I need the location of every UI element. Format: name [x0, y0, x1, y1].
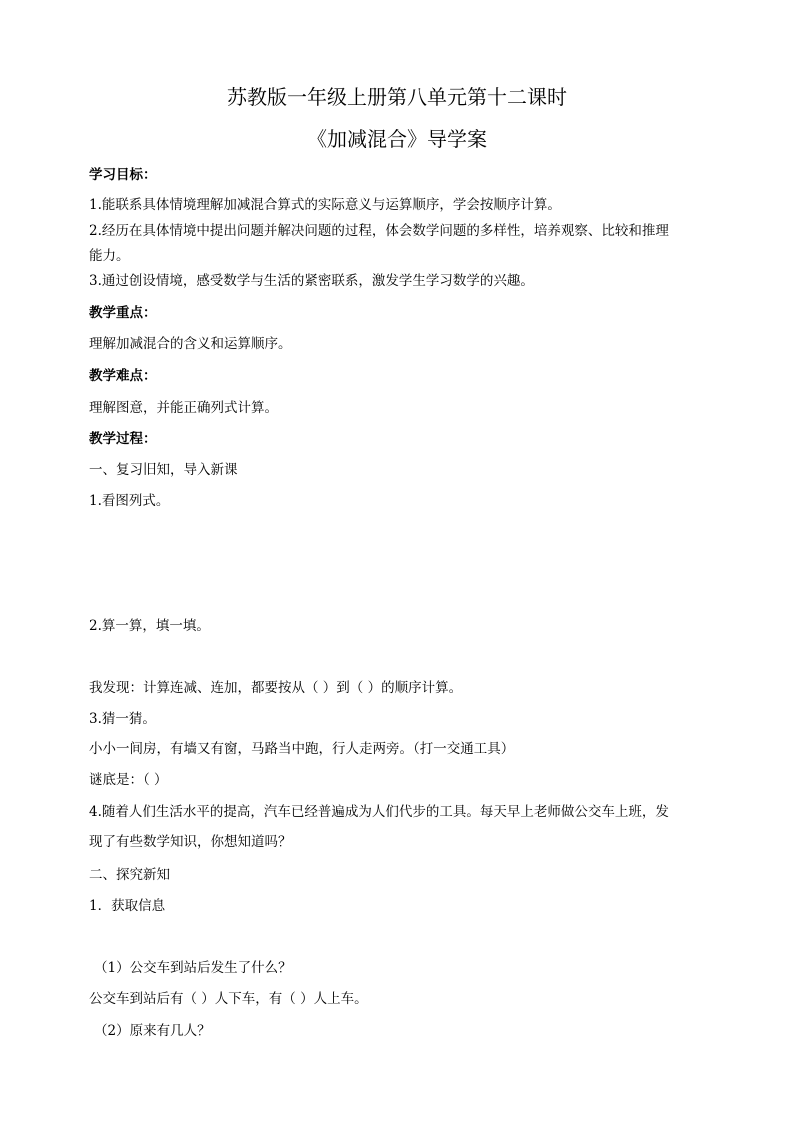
- process-heading: 教学过程：: [89, 431, 157, 447]
- answer-1: 公交车到站后有（ ）人下车，有（ ）人上车。: [89, 991, 368, 1007]
- item-4-line-2: 现了有些数学知识，你想知道吗？: [89, 834, 292, 850]
- objective-1: 1.能联系具体情境理解加减混合算式的实际意义与运算顺序，学会按顺序计算。: [89, 197, 561, 213]
- difficulty-text: 理解图意，并能正确列式计算。: [89, 400, 278, 416]
- document-subtitle: 《加减混合》导学案: [307, 127, 487, 151]
- objective-3: 3.通过创设情境，感受数学与生活的紧密联系，激发学生学习数学的兴趣。: [89, 273, 534, 289]
- discovery-text: 我发现：计算连减、连加，都要按从（ ）到（ ）的顺序计算。: [89, 680, 463, 696]
- item-3: 3.猜一猜。: [89, 711, 156, 727]
- part-2-heading: 二、探究新知: [89, 867, 170, 883]
- document-title: 苏教版一年级上册第八单元第十二课时: [227, 85, 567, 109]
- step-1: 1．获取信息: [89, 898, 166, 914]
- item-1: 1.看图列式。: [89, 493, 170, 509]
- key-point-heading: 教学重点：: [89, 305, 157, 321]
- riddle-answer: 谜底是：（ ）: [89, 772, 168, 788]
- part-1-heading: 一、复习旧知，导入新课: [89, 462, 238, 478]
- question-2: （2）原来有几人？: [94, 1023, 211, 1039]
- item-2: 2.算一算，填一填。: [89, 618, 210, 634]
- key-point-text: 理解加减混合的含义和运算顺序。: [89, 336, 292, 352]
- difficulty-heading: 教学难点：: [89, 368, 157, 384]
- objectives-heading: 学习目标：: [89, 167, 157, 183]
- objective-2-line-1: 2.经历在具体情境中提出问题并解决问题的过程，体会数学问题的多样性，培养观察、比较和推理: [89, 223, 669, 239]
- question-1: （1）公交车到站后发生了什么？: [94, 960, 292, 976]
- objective-2-line-2: 能力。: [89, 248, 130, 264]
- item-4-line-1: 4.随着人们生活水平的提高，汽车已经普遍成为人们代步的工具。每天早上老师做公交车上班，发: [89, 804, 669, 820]
- riddle-text: 小小一间房，有墙又有窗，马路当中跑，行人走两旁。（打一交通工具）: [89, 741, 515, 757]
